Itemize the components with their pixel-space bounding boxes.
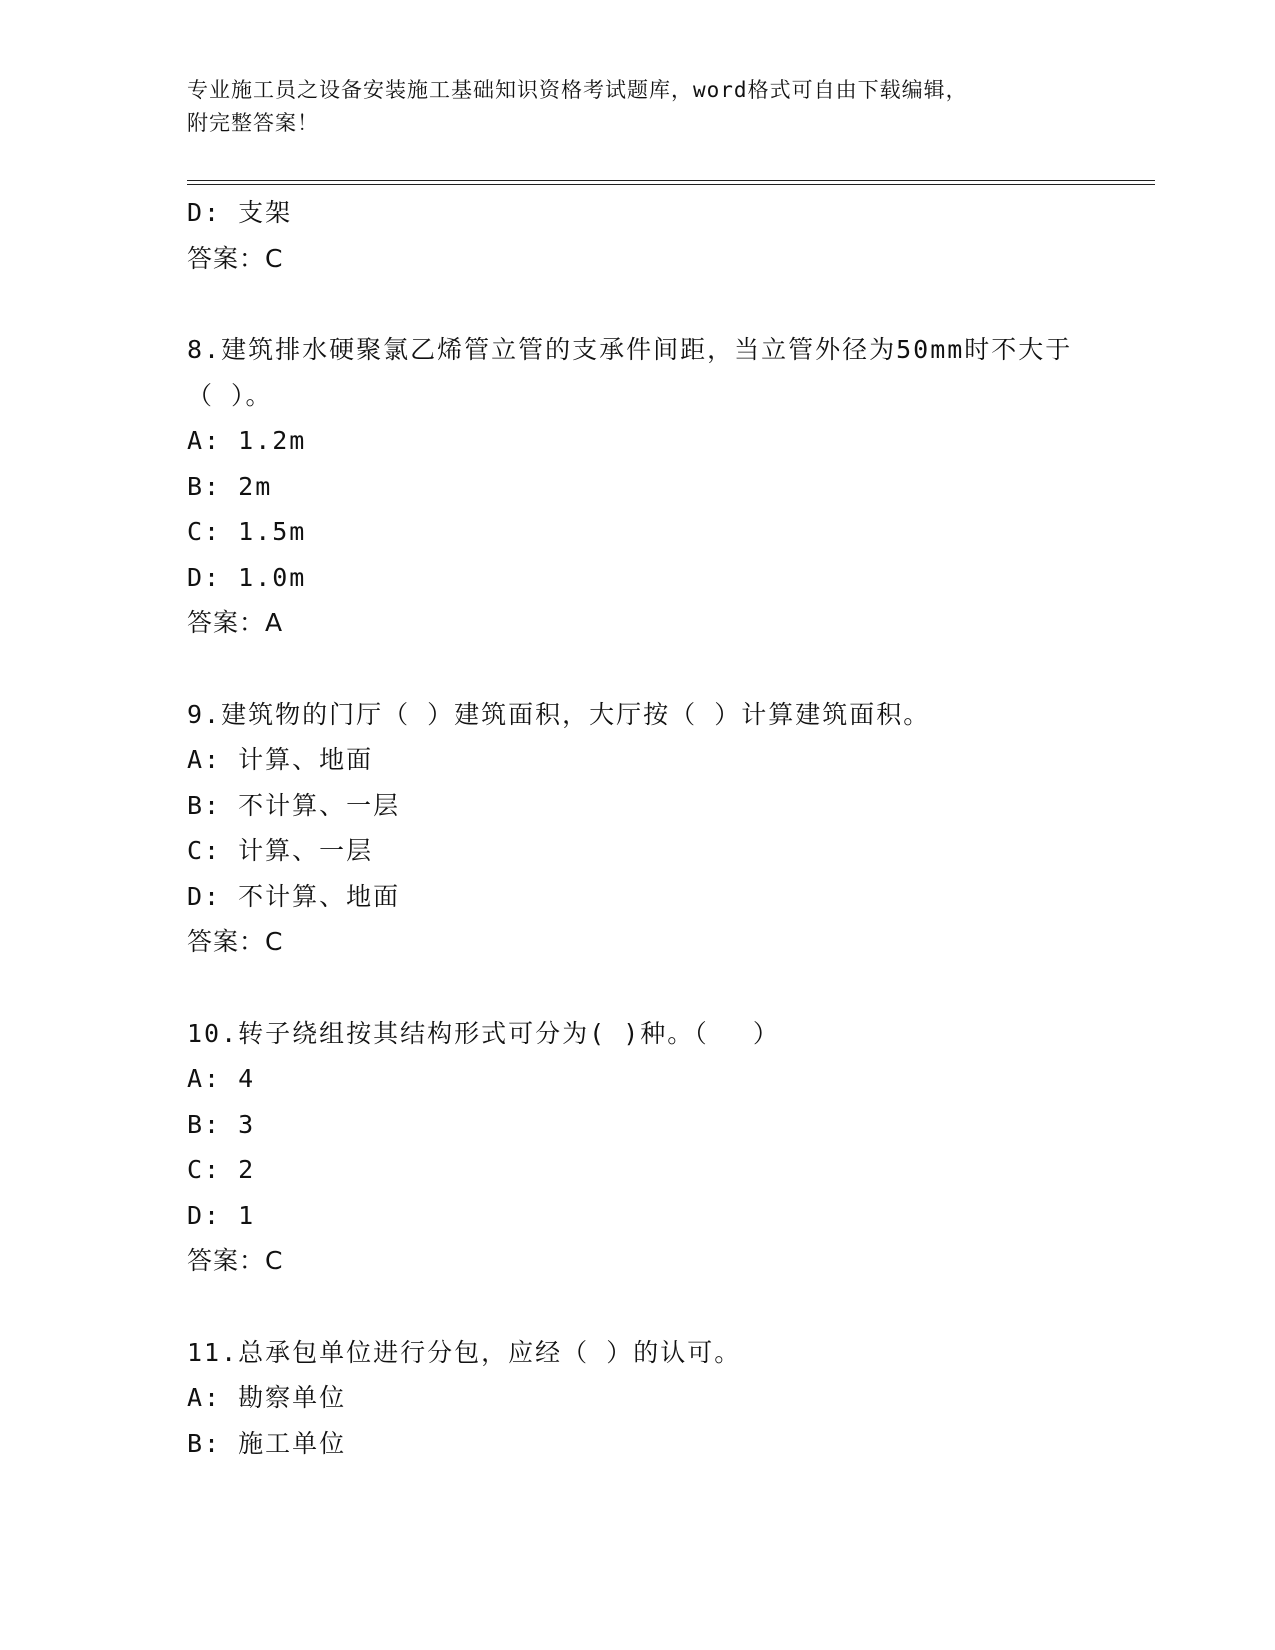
question-8-answer: 答案：A — [187, 608, 284, 637]
question-9-answer: 答案：C — [187, 927, 284, 956]
question-9-title: 9.建筑物的门厅（ ）建筑面积，大厅按（ ）计算建筑面积。 — [187, 699, 931, 729]
question-8-option-a: A: 1.2m — [187, 426, 307, 455]
spacer — [187, 965, 1087, 1011]
question-11-option-a: A: 勘察单位 — [187, 1383, 347, 1412]
question-8-option-d: D: 1.0m — [187, 562, 307, 592]
question-9-option-a: A: 计算、地面 — [187, 745, 374, 774]
header-line-2: 附完整答案！ — [187, 111, 319, 135]
question-9-option-d: D: 不计算、地面 — [187, 881, 401, 911]
question-8-option-b: B: 2m — [187, 471, 273, 501]
question-9-option-b: B: 不计算、一层 — [187, 790, 401, 820]
question-10-answer: 答案：C — [187, 1246, 284, 1275]
prev-answer: 答案：C — [187, 243, 284, 273]
prev-option-d: D: 支架 — [187, 198, 293, 227]
question-11-option-b: B: 施工单位 — [187, 1428, 347, 1458]
question-10-title: 10.转子绕组按其结构形式可分为( )种。（ ） — [187, 1018, 780, 1048]
question-11-title: 11.总承包单位进行分包，应经（ ）的认可。 — [187, 1337, 742, 1367]
question-10-option-d: D: 1 — [187, 1200, 256, 1230]
question-10-option-c: C: 2 — [187, 1155, 256, 1184]
spacer — [187, 646, 1087, 692]
document-header — [187, 74, 1087, 140]
question-10-option-a: A: 4 — [187, 1064, 256, 1093]
header-line-1: 专业施工员之设备安装施工基础知识资格考试题库，word格式可自由下载编辑， — [187, 78, 968, 102]
question-8-option-c: C: 1.5m — [187, 517, 307, 546]
question-10-option-b: B: 3 — [187, 1109, 256, 1139]
spacer — [187, 281, 1087, 327]
question-9-option-c: C: 计算、一层 — [187, 836, 374, 865]
question-8-title: 8.建筑排水硬聚氯乙烯管立管的支承件间距，当立管外径为50mm时不大于（ ）。 — [187, 335, 1073, 410]
spacer — [187, 1284, 1087, 1330]
header-divider-top — [187, 180, 1155, 181]
header-divider-bottom — [187, 184, 1155, 185]
question-list — [187, 190, 1087, 1466]
